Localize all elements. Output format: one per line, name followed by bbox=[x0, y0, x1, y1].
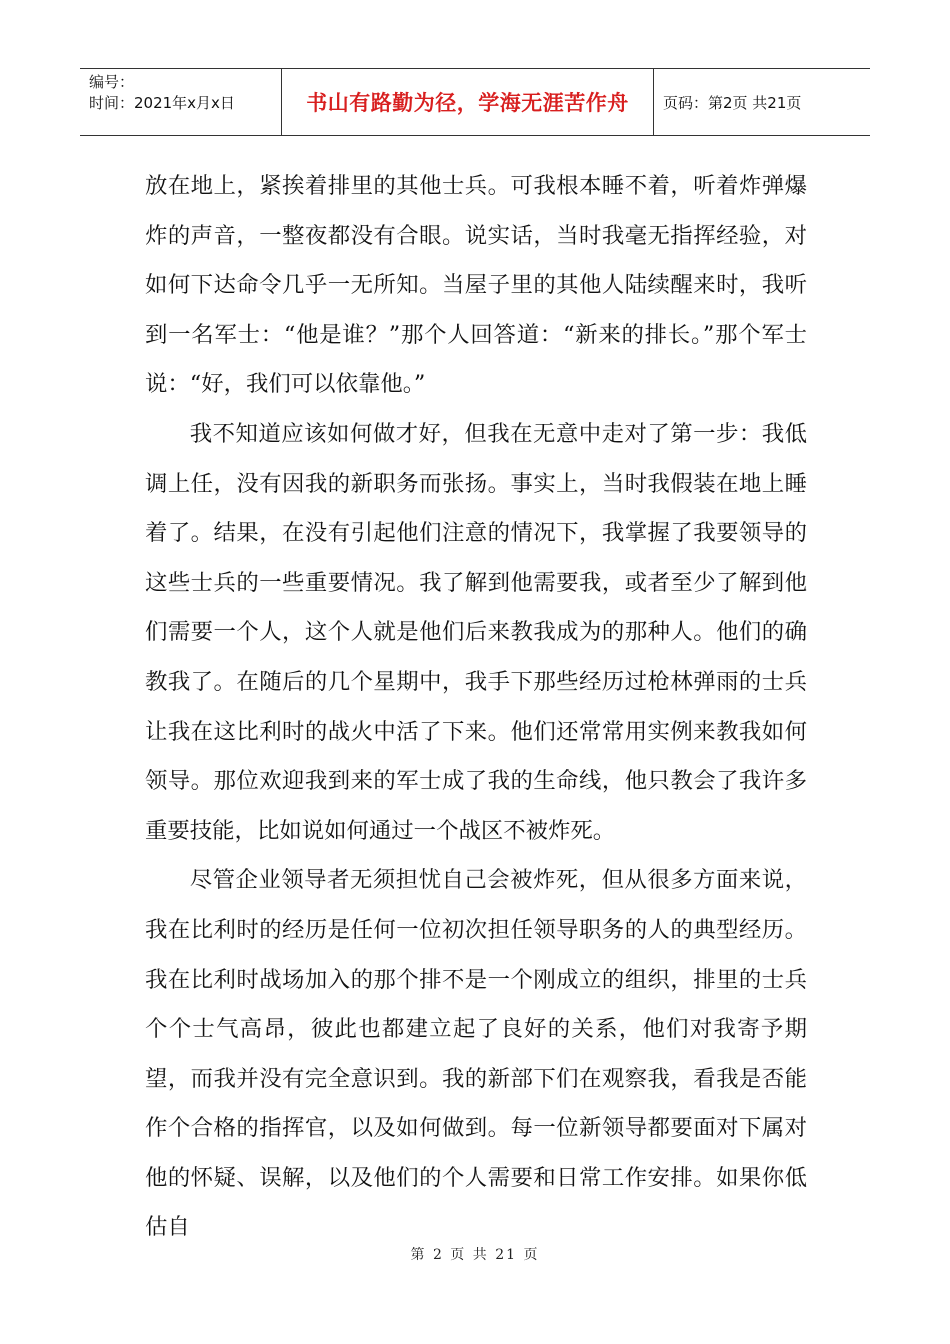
header-meta-cell bbox=[80, 69, 282, 135]
document-body bbox=[145, 162, 807, 1253]
document-date-label: 时间：2021年x月x日 bbox=[89, 94, 235, 112]
header-motto: 书山有路勤为径，学海无涯苦作舟 bbox=[306, 91, 629, 115]
header-page-cell bbox=[654, 69, 870, 135]
page-header bbox=[80, 68, 870, 136]
header-motto-cell bbox=[282, 69, 654, 135]
body-paragraph-3: 尽管企业领导者无须担忧自己会被炸死，但从很多方面来说，我在比利时的经历是任何一位初次担任领导职务的人的典型经历。我在比利时战场加入的那个排不是一个刚成立的组织，排里的士兵个个士气高昂，彼此也都建立起了良好的关系，他们对我寄予期望，而我并没有完全意识到。我的新部下们在观察我，看我是否能作个合格的指挥官，以及如何做到。每一位新领导都要面对下属对他的怀疑、误解，以及他们的个人需要和日常工作安排。如果你低估自 bbox=[145, 867, 807, 1241]
document-number-label: 编号： bbox=[89, 73, 135, 91]
body-paragraph-2: 我不知道应该如何做才好，但我在无意中走对了第一步：我低调上任，没有因我的新职务而张扬。事实上，当时我假装在地上睡着了。结果，在没有引起他们注意的情况下，我掌握了我要领导的这些士兵的一些重要情况。我了解到他需要我，或者至少了解到他们需要一个人，这个人就是他们后来教我成为的那种人。他们的确教我了。在随后的几个星期中，我手下那些经历过枪林弹雨的士兵让我在这比利时的战火中活了下来。他们还常常用实例来教我如何领导。那位欢迎我到来的军士成了我的生命线，他只教会了我许多重要技能，比如说如何通过一个战区不被炸死。 bbox=[145, 420, 807, 844]
footer-page-number: 第 2 页 共 21 页 bbox=[410, 1247, 540, 1263]
body-paragraph-1: 放在地上，紧挨着排里的其他士兵。可我根本睡不着，听着炸弹爆炸的声音，一整夜都没有合眼。说实话，当时我毫无指挥经验，对如何下达命令几乎一无所知。当屋子里的其他人陆续醒来时，我听到一名军士：“他是谁？”那个人回答道：“新来的排长。”那个军士说：“好，我们可以依靠他。” bbox=[145, 173, 807, 398]
page-footer bbox=[0, 1244, 950, 1264]
header-page-info: 页码：第2页 共21页 bbox=[663, 93, 802, 112]
